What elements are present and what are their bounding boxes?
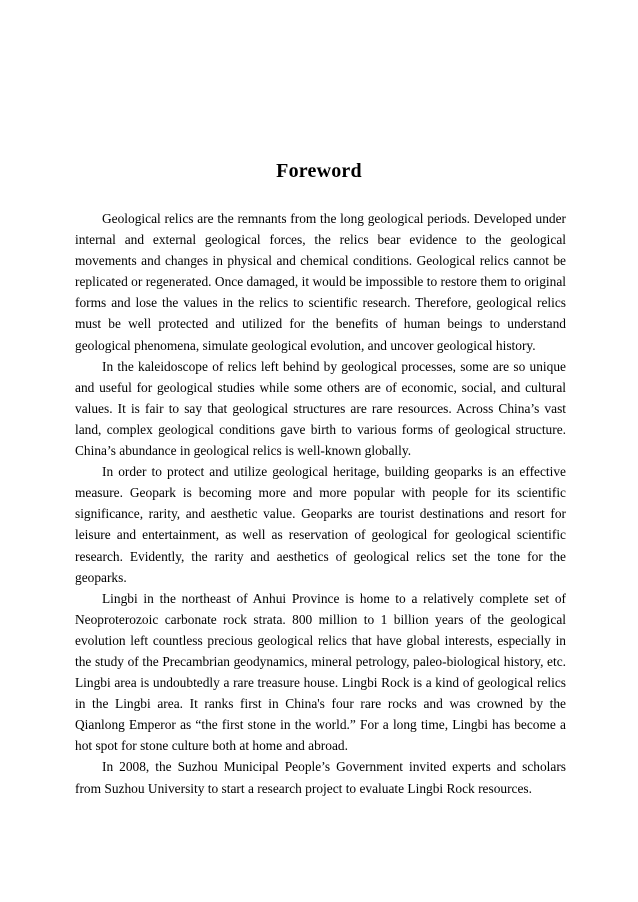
paragraph-2: In the kaleidoscope of relics left behind by geological processes, some are so unique and useful for geological studies while some others are of economic, social, and cultural values. It is fair to say that geological structures are rare resources. Across China’s vast land, complex geological conditions gave birth to various forms of geological structure. China’s abundance in geological relics is well-known globally. xyxy=(75,358,566,459)
body-text xyxy=(75,208,566,799)
paragraph-3: In order to protect and utilize geological heritage, building geoparks is an effective measure. Geopark is becoming more and more popular with people for its scientific significance, rarity, and aesthetic value. Geoparks are tourist destinations and resort for leisure and entertainment, as well as reservation of geological for geological scientific research. Evidently, the rarity and aesthetics of geological relics set the tone for the geoparks. xyxy=(75,464,566,585)
paragraph-1: Geological relics are the remnants from the long geological periods. Developed under internal and external geological forces, the relics bear evidence to the geological movements and changes in physical and chemical conditions. Geological relics cannot be replicated or regenerated. Once damaged, it would be impossible to restore them to original forms and lose the values in the relics to scientific research. Therefore, geological relics must be well protected and utilized for the benefits of human beings to understand geological phenomena, simulate geological evolution, and uncover geological history. xyxy=(75,211,566,353)
paragraph-5: In 2008, the Suzhou Municipal People’s Government invited experts and scholars from Suzhou University to start a research project to evaluate Lingbi Rock resources. xyxy=(75,759,566,796)
page-title: Foreword xyxy=(276,160,362,182)
paragraph-4: Lingbi in the northeast of Anhui Province is home to a relatively complete set of Neoproterozoic carbonate rock strata. 800 million to 1 billion years of the geological evolution left countless precious geological relics that have global interests, especially in the study of the Precambrian geodynamics, mineral petrology, paleo-biological history, etc. Lingbi area is undoubtedly a rare treasure house. Lingbi Rock is a kind of geological relics in the Lingbi area. It ranks first in China's four rare rocks and was crowned by the Qianlong Emperor as “the first stone in the world.” For a long time, Lingbi has become a hot spot for stone culture both at home and abroad. xyxy=(75,590,566,754)
